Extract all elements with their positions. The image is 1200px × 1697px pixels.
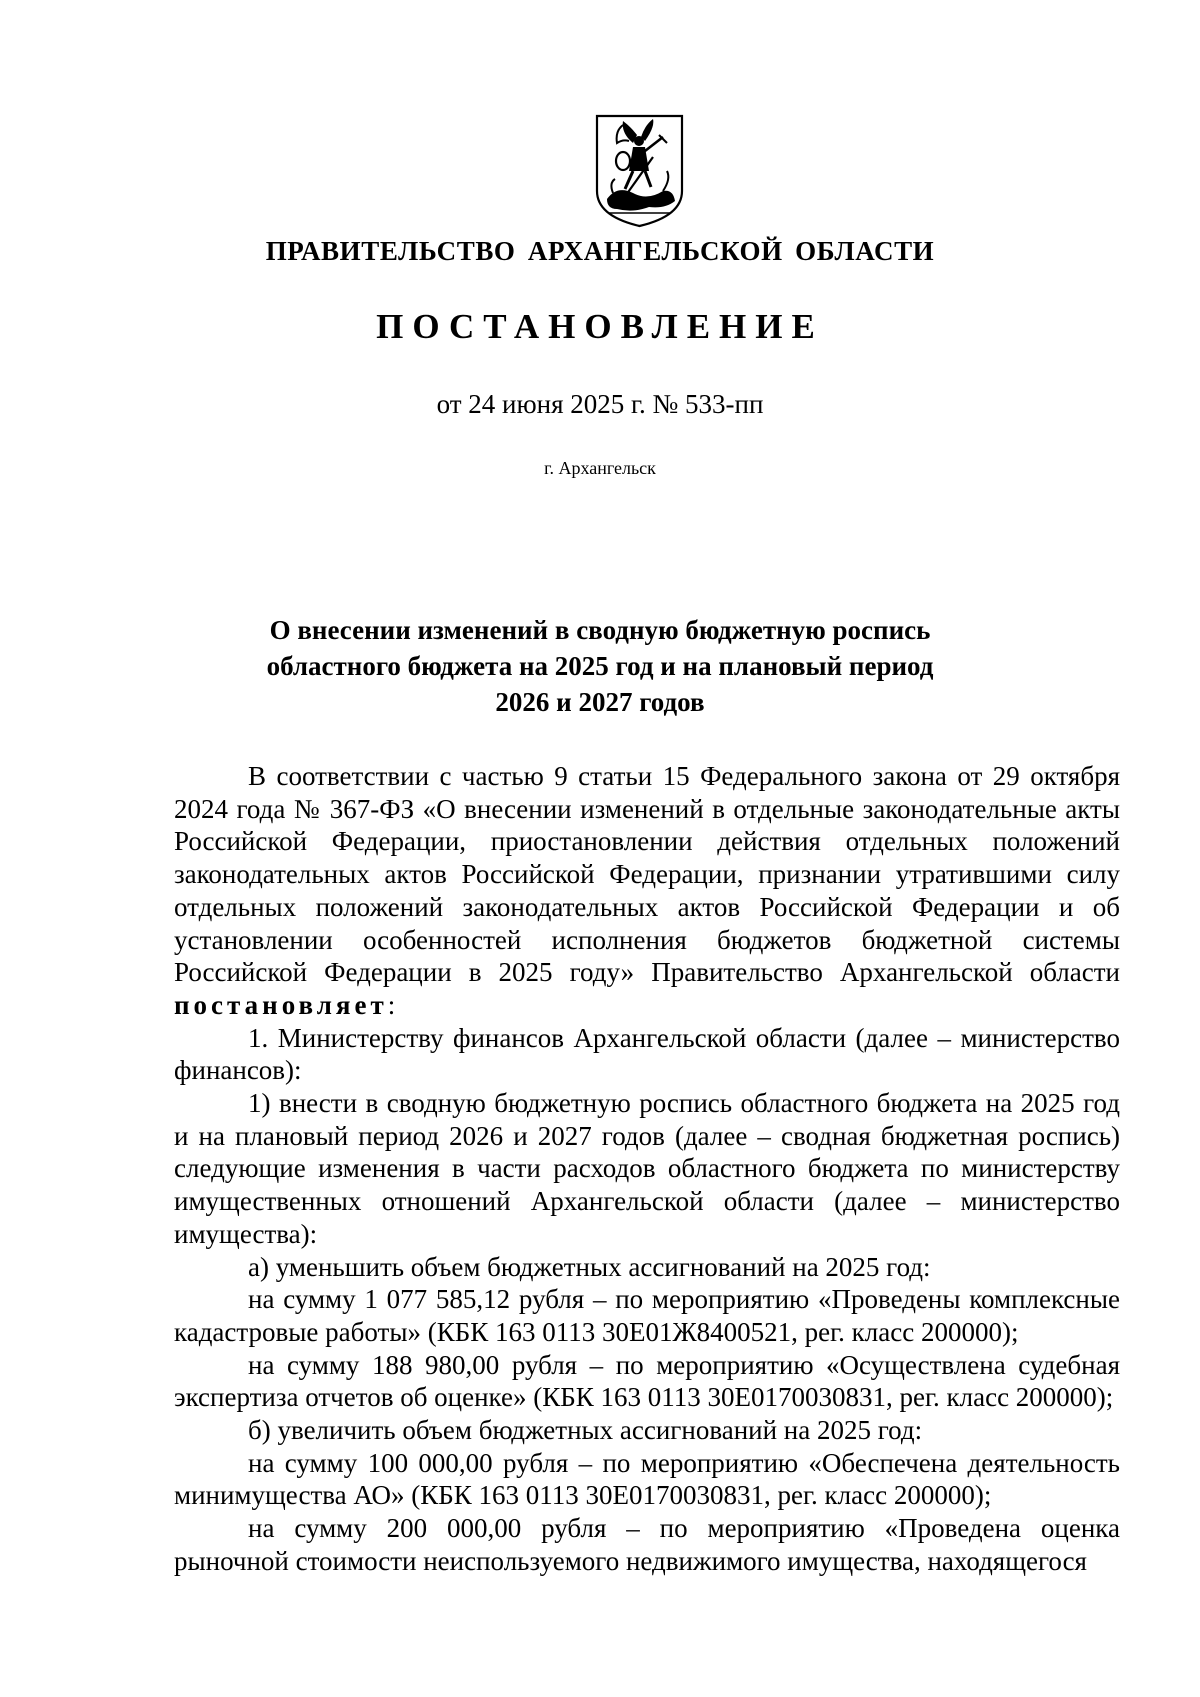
document-city: г. Архангельск <box>544 458 656 478</box>
coat-of-arms-emblem <box>593 113 686 229</box>
preamble-paragraph <box>174 760 1120 1022</box>
clause-1-1: 1) внести в сводную бюджетную роспись областного бюджета на 2025 год и на плановый период 2026 и 2027 годов (далее – сводная бюджетная роспись) следующие изменения в части расходов областного бюджета по министерству имущественных отношений Архангельской области (далее – министерство имущества): <box>174 1088 1120 1249</box>
subclause-a: а) уменьшить объем бюджетных ассигнований на 2025 год: <box>248 1251 931 1282</box>
subclause-b: б) увеличить объем бюджетных ассигнований на 2025 год: <box>248 1415 923 1446</box>
subclause-a-item-1: на сумму 1 077 585,12 рубля – по мероприятию «Проведены комплексные кадастровые работы» (КБК 163 0113 30Е01Ж8400521, рег. класс 200000); <box>174 1284 1120 1347</box>
document-date-number: от 24 июня 2025 г. № 533-пп <box>436 389 764 419</box>
resolves-word: постановляет <box>174 989 388 1020</box>
resolves-colon: : <box>387 989 396 1020</box>
subject-line-1: О внесении изменений в сводную бюджетную роспись <box>269 615 931 645</box>
preamble-text: В соответствии с частью 9 статьи 15 Федерального закона от 29 октября 2024 года № 367-ФЗ «О внесении изменений в отдельные законодательные акты Российской Федерации, приостановлении действия отдельных положений законодательных актов Российской Федерации, признании утратившими силу отдельных положений законодательных актов Российской Федерации и об установлении особенностей исполнения бюджетов бюджетной системы Российской Федерации в 2025 году» Правительство Архангельской области <box>174 761 1120 988</box>
subject-line-2: областного бюджета на 2025 год и на плановый период <box>266 651 934 681</box>
document-body <box>174 760 1120 1578</box>
subclause-a-item-2: на сумму 188 980,00 рубля – по мероприятию «Осуществлена судебная экспертиза отчетов об оценке» (КБК 163 0113 30Е0170030831, рег. класс 200000); <box>174 1349 1120 1413</box>
clause-1: 1. Министерству финансов Архангельской области (далее – министерство финансов): <box>174 1022 1120 1086</box>
issuing-authority: ПРАВИТЕЛЬСТВО АРХАНГЕЛЬСКОЙ ОБЛАСТИ <box>265 236 935 266</box>
coat-of-arms-archangel-icon <box>593 113 686 229</box>
subclause-b-item-1: на сумму 100 000,00 рубля – по мероприятию «Обеспечена деятельность минимущества АО» (КБК 163 0113 30Е0170030831, рег. класс 200000); <box>174 1447 1120 1511</box>
document-subject <box>0 612 1200 720</box>
subclause-b-item-2: на сумму 200 000,00 рубля – по мероприятию «Проведена оценка рыночной стоимости неиспользуемого недвижимого имущества, находящегося <box>174 1513 1120 1576</box>
document-type: ПОСТАНОВЛЕНИЕ <box>376 307 824 346</box>
subject-line-3: 2026 и 2027 годов <box>495 687 705 717</box>
